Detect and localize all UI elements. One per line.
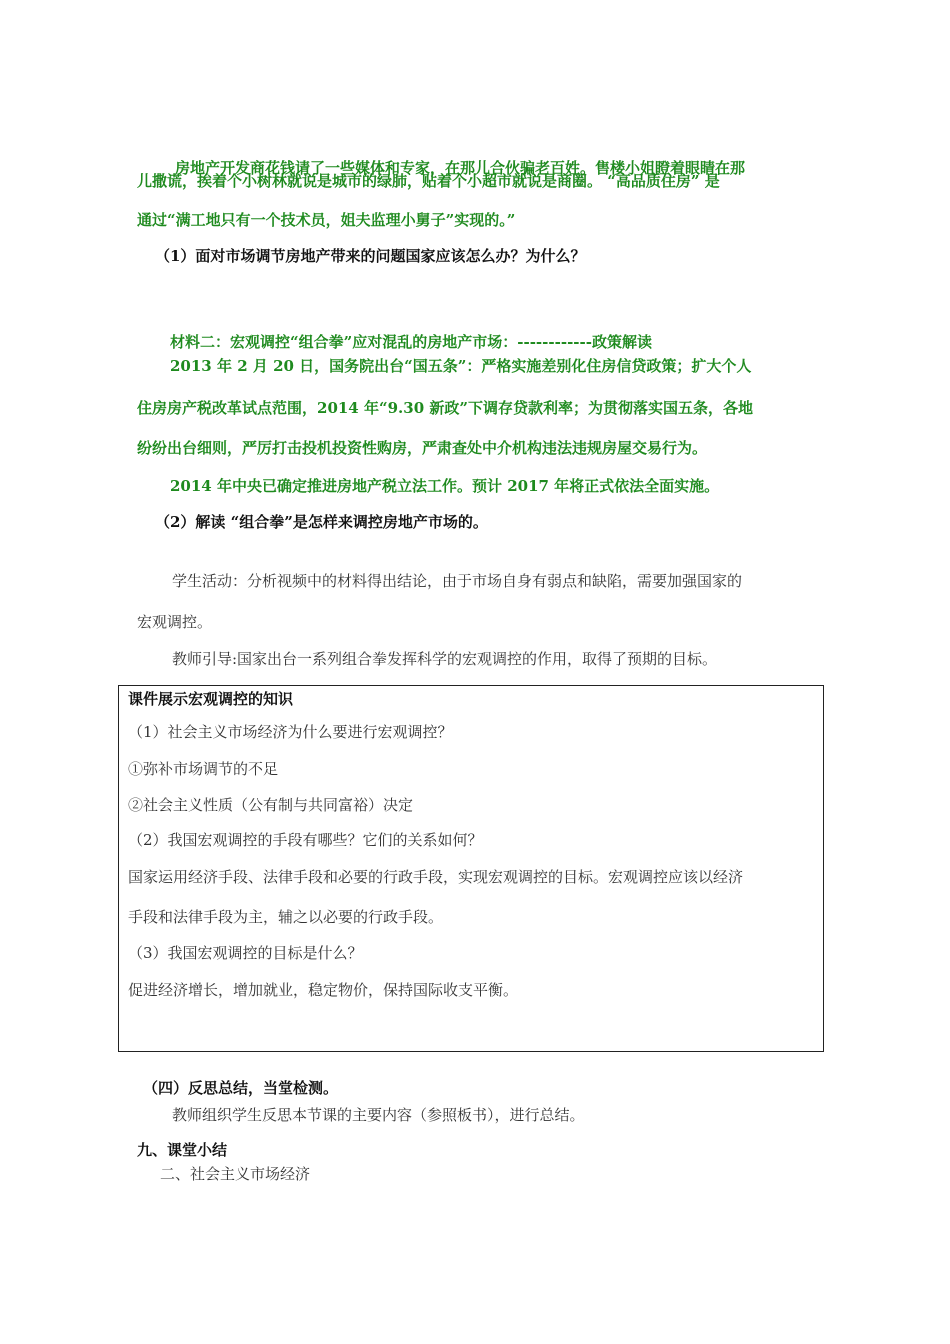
student-activity-line-2: 宏观调控。 (137, 613, 213, 631)
knowledge-q2: （2）我国宏观调控的手段有哪些？它们的关系如何？ (128, 831, 483, 849)
section-four-title: （四）反思总结，当堂检测。 (143, 1079, 339, 1097)
knowledge-a1: ①弥补市场调节的不足 (128, 760, 279, 778)
knowledge-a4: 手段和法律手段为主，辅之以必要的行政手段。 (128, 908, 444, 926)
teacher-guide: 教师引导:国家出台一系列组合拳发挥科学的宏观调控的作用，取得了预期的目标。 (172, 650, 718, 668)
question-two: （2）解读 “组合拳”是怎样来调控房地产市场的。 (155, 513, 488, 531)
knowledge-box-title: 课件展示宏观调控的知识 (128, 690, 294, 708)
summary-item: 二、社会主义市场经济 (160, 1165, 311, 1183)
knowledge-a5: 促进经济增长，增加就业，稳定物价，保持国际收支平衡。 (128, 981, 519, 999)
knowledge-q1: （1）社会主义市场经济为什么要进行宏观调控？ (128, 723, 453, 741)
material-two-line-1: 2013 年 2 月 20 日，国务院出台“国五条”：严格实施差别化住房信贷政策；扩大个人 (170, 357, 752, 375)
section-four-text: 教师组织学生反思本节课的主要内容（参照板书），进行总结。 (172, 1106, 585, 1124)
knowledge-q3: （3）我国宏观调控的目标是什么？ (128, 944, 363, 962)
summary-title: 九、课堂小结 (137, 1141, 228, 1159)
material-two-title: 材料二：宏观调控“组合拳”应对混乱的房地产市场：------------政策解读 (170, 333, 652, 351)
material-two-line-3: 纷纷出台细则，严厉打击投机投资性购房，严肃查处中介机构违法违规房屋交易行为。 (137, 439, 708, 457)
student-activity-line-1: 学生活动：分析视频中的材料得出结论，由于市场自身有弱点和缺陷，需要加强国家的 (172, 572, 743, 590)
knowledge-a3: 国家运用经济手段、法律手段和必要的行政手段，实现宏观调控的目标。宏观调控应该以经济 (128, 868, 744, 886)
question-one: （1）面对市场调节房地产带来的问题国家应该怎么办？为什么？ (155, 247, 586, 265)
material-two-line-2: 住房房产税改革试点范围，2014 年“9.30 新政”下调存贷款利率；为贯彻落实国五条，各地 (137, 399, 753, 417)
material-two-line-4: 2014 年中央已确定推进房地产税立法工作。预计 2017 年将正式依法全面实施。 (170, 477, 720, 495)
material-one-line-1: 房地产开发商花钱请了一些媒体和专家，在那儿合伙骗老百姓。售楼小姐瞪着眼睛在那 (175, 159, 746, 177)
knowledge-a2: ②社会主义性质（公有制与共同富裕）决定 (128, 796, 414, 814)
material-one-line-3: 通过“满工地只有一个技术员，姐夫监理小舅子”实现的。” (137, 211, 516, 229)
material-one-line-2: 儿撒谎，挨着个小树林就说是城市的绿肺，贴着个小超市就说是商圈。 “高品质住房” 是 (137, 172, 720, 190)
